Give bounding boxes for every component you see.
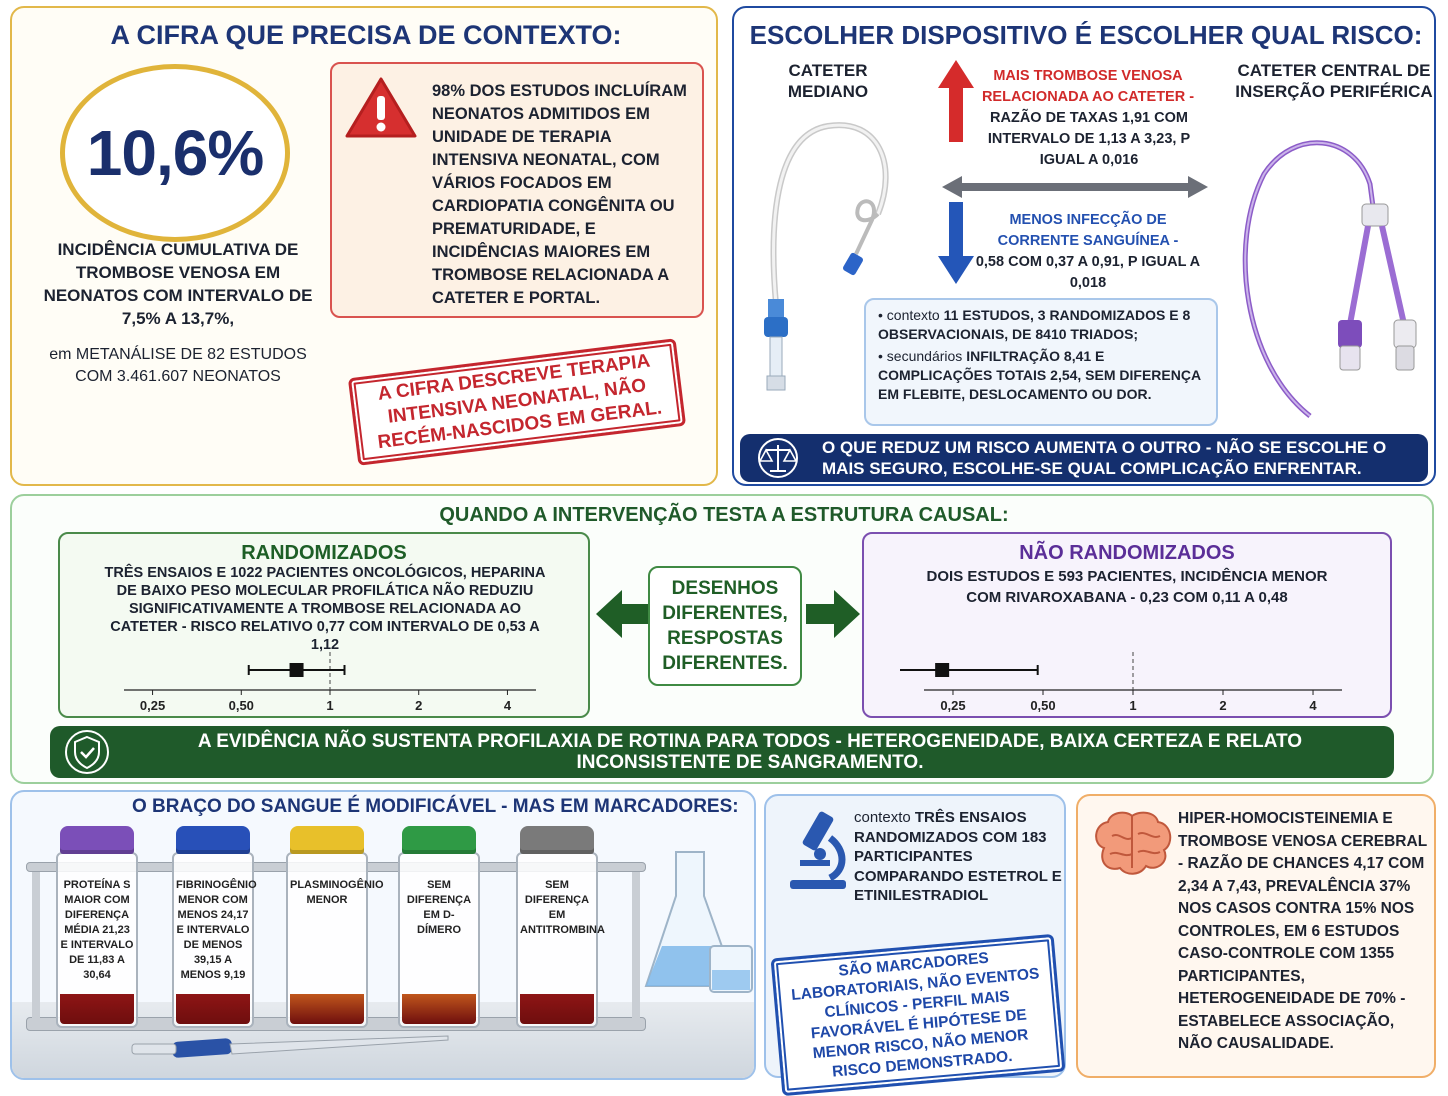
nonrandomized-box (862, 532, 1392, 718)
test-tube (516, 826, 605, 1026)
tube-label: FIBRINOGÊNIO MENOR COM MENOS 24,17 E INTERVALO DE MENOS 39,15 A MENOS 9,19 (176, 879, 257, 981)
tube-cap (290, 826, 364, 854)
estetrol-context: contexto TRÊS ENSAIOS RANDOMIZADOS COM 183 PARTICIPANTES COMPARANDO ESTETROL E ETINILESTRADIOL (854, 809, 1062, 904)
microscope-icon (780, 808, 854, 892)
less-infection-values: 0,58 COM 0,37 A 0,91, P IGUAL A 0,018 (975, 254, 1201, 291)
context-box (864, 298, 1218, 426)
tradeoff-text: O QUE REDUZ UM RISCO AUMENTA O OUTRO - NÃO SE ESCOLHE O MAIS SEGURO, ESCOLHE-SE QUAL COMPLICAÇÃO ENFRENTAR. (822, 438, 1387, 478)
lab-flask-icon (640, 846, 756, 1006)
incidence-circle (60, 64, 290, 242)
intervention-panel (10, 494, 1434, 784)
tube-cap (402, 826, 476, 854)
estetrol-panel (764, 794, 1066, 1081)
panel-title: O BRAÇO DO SANGUE É MODIFICÁVEL - MAS EM MARCADORES: (132, 796, 739, 817)
secondary-item: • secundários INFILTRAÇÃO 8,41 E COMPLICAÇÕES TOTAIS 2,54, SEM DIFERENÇA EM FLEBITE, DESLOCAMENTO OU DOR. (878, 348, 1201, 402)
point-estimate (290, 663, 304, 677)
balance-scale-icon (748, 437, 808, 479)
more-thrombosis-values: RAZÃO DE TAXAS 1,91 COM INTERVALO DE 1,13 A 3,23, P IGUAL A 0,016 (987, 110, 1191, 168)
tube-body (516, 852, 605, 1028)
test-tube (398, 826, 480, 1026)
meta-analysis-info: em METANÁLISE DE 82 ESTUDOS COM 3.461.607 NEONATOS (49, 346, 307, 385)
tick-label: 2 (1219, 698, 1227, 712)
right-device-label: CATETER CENTRAL DE INSERÇÃO PERIFÉRICA (1235, 61, 1433, 101)
randomized-forest-plot (100, 652, 560, 712)
tick-label: 1 (1129, 698, 1137, 712)
point-estimate (935, 663, 949, 677)
tube-label: SEM DIFERENÇA EM D-DÍMERO (406, 879, 472, 936)
blood-sample (520, 994, 594, 1024)
nonrandomized-title: NÃO RANDOMIZADOS (1019, 542, 1235, 564)
nonrandomized-text: DOIS ESTUDOS E 593 PACIENTES, INCIDÊNCIA MENOR COM RIVAROXABANA - 0,23 COM 0,11 A 0,48 (926, 568, 1328, 606)
tube-body (286, 852, 384, 1028)
tube-body (398, 852, 480, 1028)
blood-sample (176, 994, 250, 1024)
evidence-text: A EVIDÊNCIA NÃO SUSTENTA PROFILAXIA DE ROTINA PARA TODOS - HETEROGENEIDADE, BAIXA CERTEZA E RELATO INCONSISTENTE DE SANGRAMENTO. (197, 731, 1303, 773)
blood-sample (290, 994, 364, 1024)
incidence-panel (10, 6, 718, 486)
panel-title: A CIFRA QUE PRECISA DE CONTEXTO: (110, 20, 622, 50)
left-device-label: CATETER MEDIANO (787, 61, 869, 101)
tick-label: 0,25 (940, 698, 966, 712)
arrow-left-icon (594, 588, 652, 640)
randomized-text: TRÊS ENSAIOS E 1022 PACIENTES ONCOLÓGICOS, HEPARINA DE BAIXO PESO MOLECULAR PROFILÁTICA NÃO REDUZIU SIGNIFICATIVAMENTE A TROMBOSE RELACIONADA AO CATETER - RISCO RELATIVO 0,77 COM INTERVALO DE 0,53 A 1,12 (104, 565, 546, 653)
test-tube (286, 826, 384, 1026)
randomized-box (58, 532, 590, 718)
incidence-value: 10,6% (86, 117, 264, 189)
panel-title: ESCOLHER DISPOSITIVO É ESCOLHER QUAL RISCO: (749, 20, 1423, 50)
rack-post (32, 872, 40, 1020)
tick-label: 0,50 (1030, 698, 1056, 712)
arrow-right-icon (804, 588, 862, 640)
blood-sample (60, 994, 134, 1024)
markers-stamp: SÃO MARCADORES LABORATORIAIS, NÃO EVENTOS CLÍNICOS - PERFIL MAIS FAVORÁVEL É HIPÓTESE DE MENOR RISCO, NÃO MENOR RISCO DEMONSTRADO. (771, 934, 1066, 1096)
warning-triangle-icon (344, 76, 418, 140)
tube-label: SEM DIFERENÇA EM ANTITROMBINA (520, 879, 605, 936)
arrow-down-icon (936, 200, 976, 286)
more-thrombosis-title: MAIS TROMBOSE VENOSA RELACIONADA AO CATETER - (981, 68, 1195, 105)
context-item: • contexto 11 ESTUDOS, 3 RANDOMIZADOS E 8 OBSERVACIONAIS, DE 8410 TRIADOS; (878, 307, 1191, 342)
nonrandomized-forest-plot (900, 652, 1366, 712)
brain-icon (1090, 808, 1176, 878)
less-infection-title: MENOS INFECÇÃO DE CORRENTE SANGUÍNEA - (997, 212, 1179, 249)
tick-label: 4 (503, 698, 512, 712)
tick-label: 1 (326, 698, 334, 712)
tube-body (172, 852, 257, 1028)
tube-body (56, 852, 138, 1028)
tick-label: 2 (415, 698, 423, 712)
rack-post (632, 872, 640, 1020)
homocysteine-text: HIPER-HOMOCISTEINEMIA E TROMBOSE VENOSA CEREBRAL - RAZÃO DE CHANCES 4,17 COM 2,34 A 7,43, PREVALÊNCIA 37% NOS CASOS CONTRA 15% NOS CONTROLES, EM 6 ESTUDOS CASO-CONTROLE COM 1355 PARTICIPANTES, HETEROGENEIDADE DE 70% - ESTABELECE ASSOCIAÇÃO, NÃO CAUSALIDADE. (1178, 810, 1427, 1052)
device-panel (732, 6, 1436, 486)
tube-label: PROTEÍNA S MAIOR COM DIFERENÇA MÉDIA 21,23 E INTERVALO DE 11,83 A 30,64 (60, 879, 134, 981)
incidence-description: INCIDÊNCIA CUMULATIVA DE TROMBOSE VENOSA EM NEONATOS COM INTERVALO DE 7,5% A 13,7%, (43, 240, 313, 328)
homocysteine-panel (1076, 794, 1436, 1078)
different-designs-box: DESENHOS DIFERENTES, RESPOSTAS DIFERENTES. (648, 566, 802, 686)
panel-title: QUANDO A INTERVENÇÃO TESTA A ESTRUTURA CAUSAL: (439, 504, 1009, 526)
tube-label: PLASMINOGÊNIO MENOR (290, 879, 384, 906)
tube-cap (520, 826, 594, 854)
warning-box (330, 62, 704, 318)
blood-sample (402, 994, 476, 1024)
warning-text: 98% DOS ESTUDOS INCLUÍRAM NEONATOS ADMITIDOS EM UNIDADE DE TERAPIA INTENSIVA NEONATAL, COM VÁRIOS FOCADOS EM CARDIOPATIA CONGÊNITA OU PREMATURIDADE, E INCIDÊNCIAS MAIORES EM TROMBOSE RELACIONADA A CATETER E PORTAL. (432, 82, 687, 307)
evidence-banner (50, 726, 1394, 778)
randomized-title: RANDOMIZADOS (241, 542, 407, 564)
tradeoff-banner (740, 434, 1428, 482)
tick-label: 4 (1309, 698, 1317, 712)
shield-check-icon (62, 729, 112, 775)
tube-cap (176, 826, 250, 854)
tick-label: 0,25 (139, 698, 166, 712)
tube-cap (60, 826, 134, 854)
test-tube (56, 826, 138, 1026)
double-arrow-icon (940, 174, 1210, 200)
tick-label: 0,50 (228, 698, 254, 712)
picc-catheter-icon (1234, 134, 1434, 424)
context-stamp: A CIFRA DESCREVE TERAPIA INTENSIVA NEONATAL, NÃO RECÉM-NASCIDOS EM GERAL. (348, 338, 686, 466)
test-tube (172, 826, 257, 1026)
pipette-icon (122, 1030, 452, 1074)
blood-markers-panel (10, 790, 756, 1080)
